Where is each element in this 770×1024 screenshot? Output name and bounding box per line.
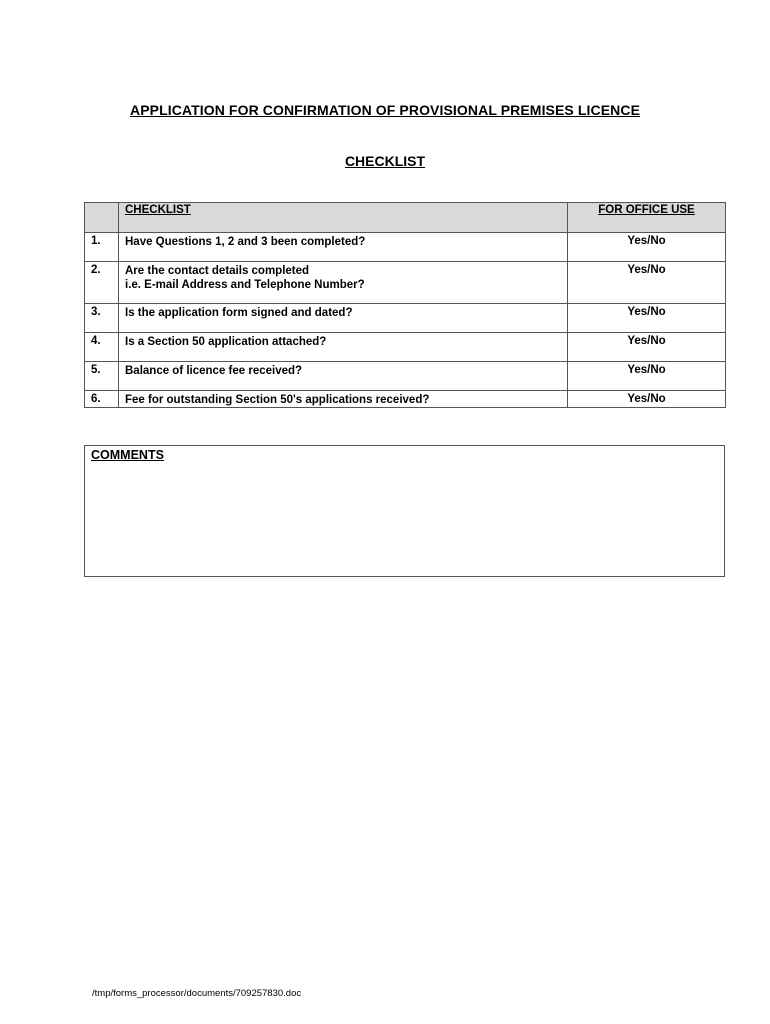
question-line: Are the contact details completed	[125, 265, 310, 277]
row-number: 4.	[85, 333, 119, 362]
row-number: 5.	[85, 362, 119, 391]
row-answer[interactable]: Yes/No	[568, 304, 726, 333]
header-office-use: FOR OFFICE USE	[568, 203, 726, 233]
row-number: 3.	[85, 304, 119, 333]
row-answer[interactable]: Yes/No	[568, 391, 726, 408]
comments-box[interactable]	[84, 445, 725, 577]
row-question	[119, 391, 568, 408]
footer-file-path: /tmp/forms_processor/documents/709257830.doc	[92, 988, 302, 999]
row-question	[119, 333, 568, 362]
row-answer[interactable]: Yes/No	[568, 333, 726, 362]
table-row	[85, 391, 726, 408]
table-row	[85, 333, 726, 362]
document-title: APPLICATION FOR CONFIRMATION OF PROVISIONAL PREMISES LICENCE	[129, 102, 641, 118]
table-row	[85, 362, 726, 391]
header-checklist: CHECKLIST	[119, 203, 568, 233]
table-header-row	[85, 203, 726, 233]
question-line: Balance of licence fee received?	[125, 365, 303, 377]
question-line: Is a Section 50 application attached?	[125, 336, 327, 348]
row-question	[119, 304, 568, 333]
row-number: 1.	[85, 233, 119, 262]
row-question	[119, 262, 568, 304]
row-number: 6.	[85, 391, 119, 408]
document-subtitle: CHECKLIST	[344, 153, 426, 169]
question-line: i.e. E-mail Address and Telephone Number?	[125, 279, 365, 291]
checklist-table	[84, 202, 726, 408]
question-line: Is the application form signed and dated?	[125, 307, 353, 319]
row-answer[interactable]: Yes/No	[568, 262, 726, 304]
table-row	[85, 262, 726, 304]
row-question	[119, 362, 568, 391]
table-row	[85, 304, 726, 333]
question-line: Fee for outstanding Section 50's applications received?	[125, 394, 430, 406]
header-num-cell	[85, 203, 119, 233]
question-line: Have Questions 1, 2 and 3 been completed?	[125, 236, 366, 248]
table-row	[85, 233, 726, 262]
comments-label: COMMENTS	[91, 448, 164, 462]
row-question	[119, 233, 568, 262]
row-answer[interactable]: Yes/No	[568, 362, 726, 391]
row-answer[interactable]: Yes/No	[568, 233, 726, 262]
row-number: 2.	[85, 262, 119, 304]
